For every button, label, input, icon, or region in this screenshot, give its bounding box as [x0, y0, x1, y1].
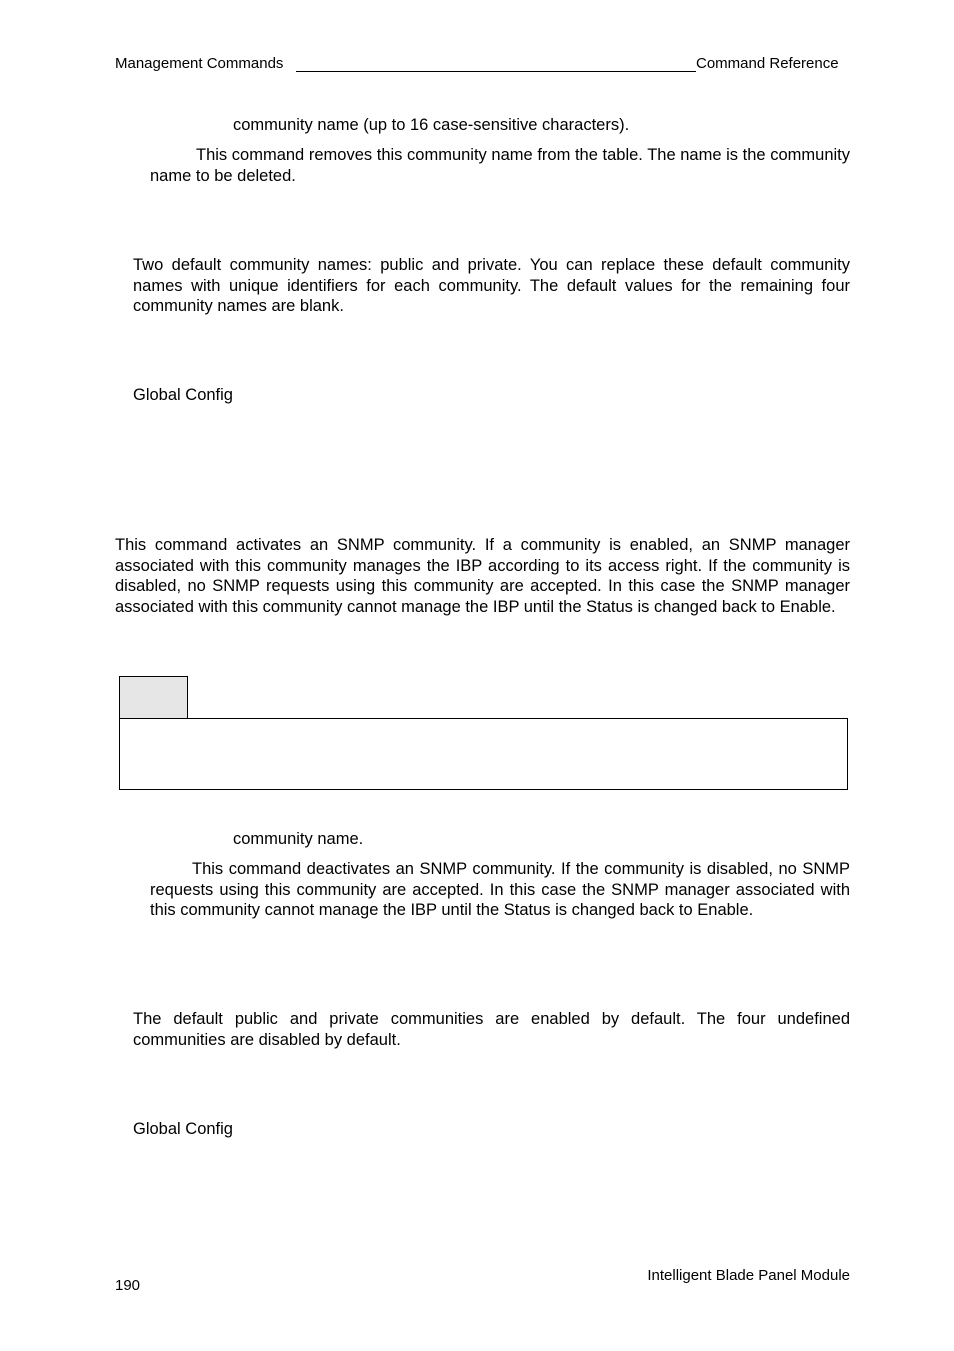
syntax-fragment-2: community name. [233, 830, 364, 848]
default-description-1: Two default community names: public and private. You can replace these default community names with unique identifiers for each community. The default values for the remaining four community names are blank. [133, 256, 850, 315]
status-command-description: This command activates an SNMP community. If a community is enabled, an SNMP manager associated with this community manages the IBP according to its access right. If the community is disabled, no SNMP requests using this community are accepted. In this case the SNMP manager associated with this community cannot manage the IBP until the Status is changed back to Enable. [115, 536, 850, 616]
header-left: Management Commands [115, 55, 284, 72]
command-mode-1: Global Config [133, 386, 233, 404]
no-status-description: This command deactivates an SNMP community. If the community is disabled, no SNMP requests using this community are accepted. In this case the SNMP manager associated with this community cannot manage the IBP until the Status is changed back to Enable. [150, 860, 850, 919]
no-command-description: This command removes this community name from the table. The name is the community name to be deleted. [150, 146, 850, 185]
page-number: 190 [115, 1277, 141, 1294]
syntax-table-tab [119, 676, 188, 719]
syntax-fragment-1: community name (up to 16 case-sensitive characters). [233, 116, 630, 134]
header-right: Command Reference [696, 55, 839, 72]
command-mode-2: Global Config [133, 1120, 233, 1138]
footer-product: Intelligent Blade Panel Module [647, 1267, 850, 1284]
default-description-2: The default public and private communities are enabled by default. The four undefined communities are disabled by default. [133, 1010, 850, 1049]
syntax-box [119, 718, 848, 790]
header-rule [296, 71, 696, 72]
